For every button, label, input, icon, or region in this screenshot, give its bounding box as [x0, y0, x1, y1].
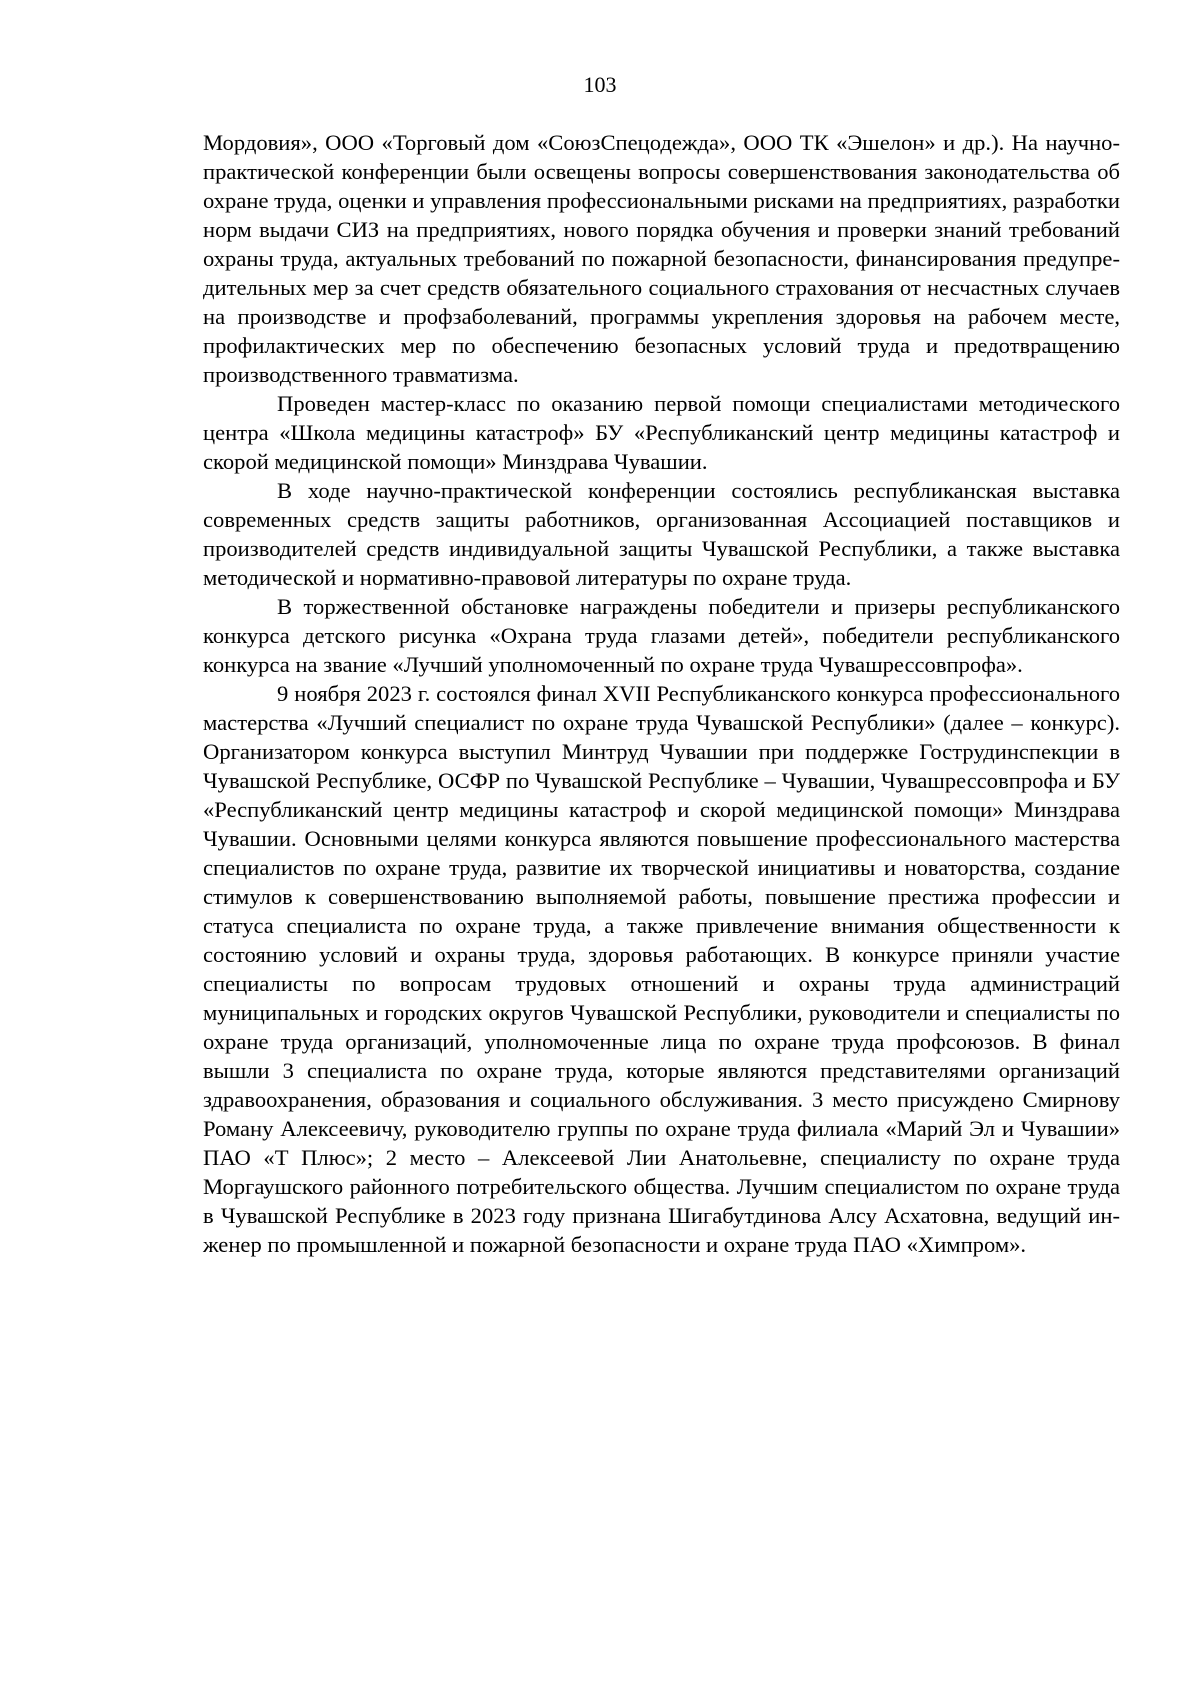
page-number: 103 — [583, 72, 617, 97]
paragraph-master-class: Проведен мастер-класс по оказанию первой помощи специалистами методического центра «Школа медицины катастроф» БУ «Республиканский центр медицины катастроф и скорой медицинской помощи» Минздрава Чувашии. — [203, 391, 1120, 474]
paragraph-continuation: Мордовия», ООО «Торговый дом «СоюзСпецодежда», ООО ТК «Эшелон» и др.). На научно-практической конференции были освещены вопросы совершенствования законодательства об охране труда, оценки и управления профессиональными рисками на предприятиях, разработки норм выдачи СИЗ на предприятиях, нового порядка обучения и проверки знаний требований охраны труда, актуальных требований по пожарной безопасности, финансирования предупредительных мер за счет средств обязательного социального страхования от несчастных случаев на производстве и профзаболеваний, программы укрепления здоровья на рабочем месте, профилактических мер по обеспечению безопасных условий труда и предотвращению производственного травматизма. — [203, 130, 1120, 387]
paragraph-contest-final: 9 ноября 2023 г. состоялся финал XVII Республиканского конкурса профессионального мастерства «Лучший специалист по охране труда Чувашской Республики» (далее – конкурс). Организатором конкурса выступил Минтруд Чувашии при поддержке Гострудинспекции в Чувашской Республике, ОСФР по Чувашской Республике – Чувашии, Чувашрессовпрофа и БУ «Республиканский центр медицины катастроф и скорой медицинской помощи» Минздрава Чувашии. Основными целями конкурса являются повышение профессионального мастерства специалистов по охране труда, развитие их творческой инициативы и новаторства, создание стимулов к совершенствованию выполняемой работы, повышение престижа профессии и статуса специалиста по охране труда, а также привлечение внимания общественности к состоянию условий и охраны труда, здоровья работающих. В конкурсе приняли участие специалисты по вопросам трудовых отношений и охраны труда администраций муниципальных и городских округов Чувашской Республики, руководители и специалисты по охране труда организаций, уполномоченные лица по охране труда профсоюзов. В финал вышли 3 специалиста по охране труда, которые являются представителями организаций здравоохранения, образования и социального обслуживания. 3 место присуждено Смирнову Роману Алексеевичу, руководителю группы по охране труда филиала «Марий Эл и Чувашии» ПАО «Т Плюс»; 2 место – Алексеевой Лии Анатольевне, специалисту по охране труда Моргаушского районного потребительского общества. Лучшим специалистом по охране труда в Чувашской Республике в 2023 году признана Шигабутдинова Алсу Асхатовна, ведущий инженер по промышленной и пожарной безопасности и охране труда ПАО «Химпром». — [203, 681, 1120, 1257]
paragraph-awards: В торжественной обстановке награждены победители и призеры республиканского конкурса детского рисунка «Охрана труда глазами детей», победители республиканского конкурса на звание «Лучший уполномоченный по охране труда Чувашрессовпрофа». — [203, 594, 1120, 677]
document-body — [203, 128, 1120, 1259]
paragraph-exhibition: В ходе научно-практической конференции состоялись республиканская выставка современных средств защиты работников, организованная Ассоциацией поставщиков и производителей средств индивидуальной защиты Чувашской Республики, а также выставка методической и нормативно-правовой литературы по охране труда. — [203, 478, 1120, 590]
